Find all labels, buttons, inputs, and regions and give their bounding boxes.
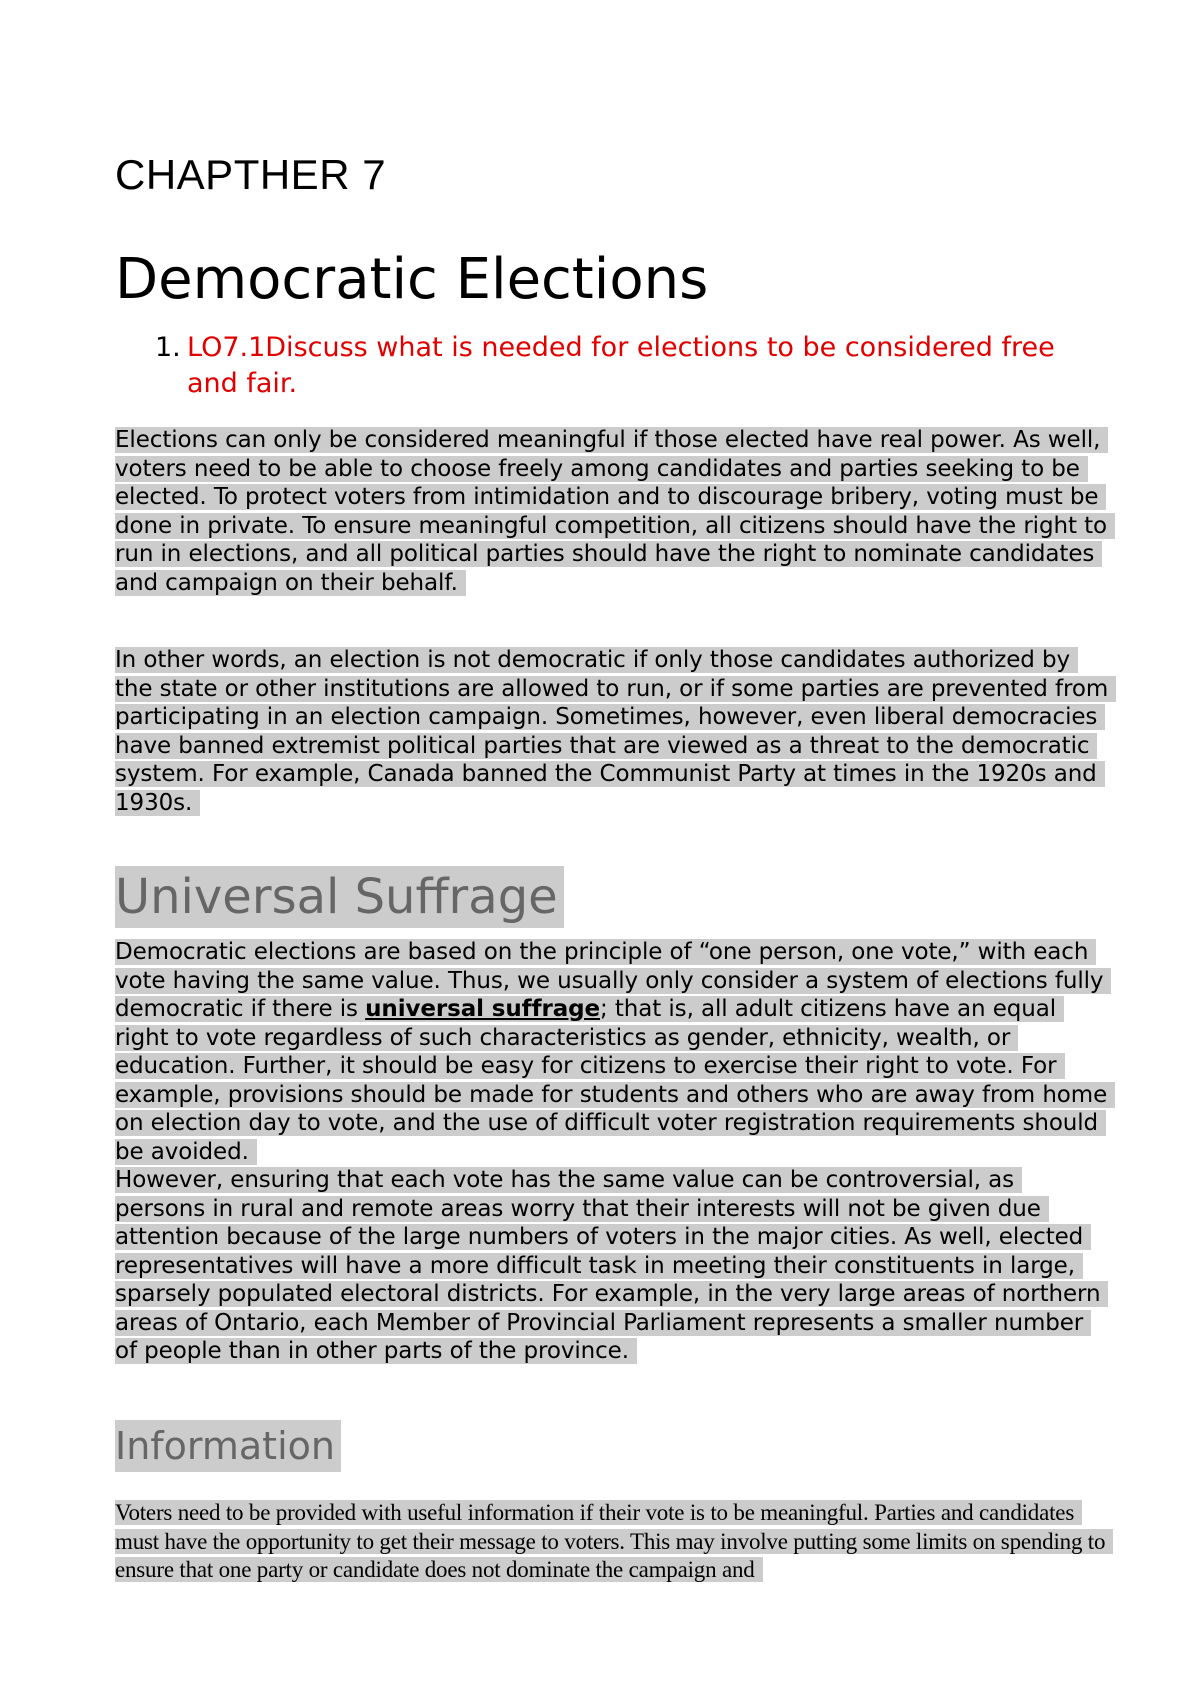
text-before-term: Democratic elections are based on the principle of “one person, one vote,” with each vote having the same value. Thus, we usually only consider a system of elections fully democratic if there is: [115, 939, 1104, 1022]
objective-number: 1.: [155, 332, 181, 363]
paragraph-universal-suffrage: [115, 938, 1110, 1166]
section-heading-universal-suffrage: Universal Suffrage: [115, 866, 564, 928]
paragraph-information: [115, 1499, 1110, 1585]
paragraph-text: Elections can only be considered meaningful if those elected have real power. As well, voters need to be able to choose freely among candidates and parties seeking to be elected. To protect voters from intimidation and to discourage bribery, voting must be done in private. To ensure meaningful competition, all citizens should have the right to run in elections, and all political parties should have the right to nominate candidates and campaign on their behalf.: [115, 427, 1115, 596]
page-title: Democratic Elections: [115, 247, 709, 312]
paragraph-text: Voters need to be provided with useful information if their vote is to be meaningful. Parties and candidates must have the opportunity to get their message to voters. This may involve putting some limits on spending to ensure that one party or candidate does not dominate the campaign and: [115, 1500, 1113, 1582]
paragraph-text: However, ensuring that each vote has the same value can be controversial, as persons in rural and remote areas worry that their interests will not be given due attention because of the large numbers of voters in the major cities. As well, elected representatives will have a more difficult task in meeting their constituents in large, sparsely populated electoral districts. For example, in the very large areas of northern areas of Ontario, each Member of Provincial Parliament represents a smaller number of people than in other parts of the province.: [115, 1167, 1108, 1364]
learning-objective: [155, 330, 1055, 402]
paragraph-text: [115, 939, 1115, 1165]
paragraph-not-democratic: [115, 646, 1110, 817]
chapter-label: CHAPTHER 7: [115, 151, 387, 198]
text-after-term: ; that is, all adult citizens have an equal right to vote regardless of such characteristics as gender, ethnicity, wealth, or education. Further, it should be easy for citizens to exercise their right to vote. For example, provisions should be made for students and others who are away from home on election day to vote, and the use of difficult voter registration requirements should be avoided.: [115, 996, 1108, 1165]
objective-text: LO7.1Discuss what is needed for elections to be considered free and fair.: [187, 332, 1055, 399]
paragraph-vote-value: [115, 1166, 1110, 1366]
section-heading-information: Information: [115, 1420, 341, 1472]
paragraph-elections-meaningful: [115, 426, 1110, 597]
paragraph-text: In other words, an election is not democratic if only those candidates authorized by the state or other institutions are allowed to run, or if some parties are prevented from participating in an election campaign. Sometimes, however, even liberal democracies have banned extremist political parties that are viewed as a threat to the democratic system. For example, Canada banned the Communist Party at times in the 1920s and 1930s.: [115, 647, 1116, 816]
term-universal-suffrage: universal suffrage: [365, 996, 601, 1022]
